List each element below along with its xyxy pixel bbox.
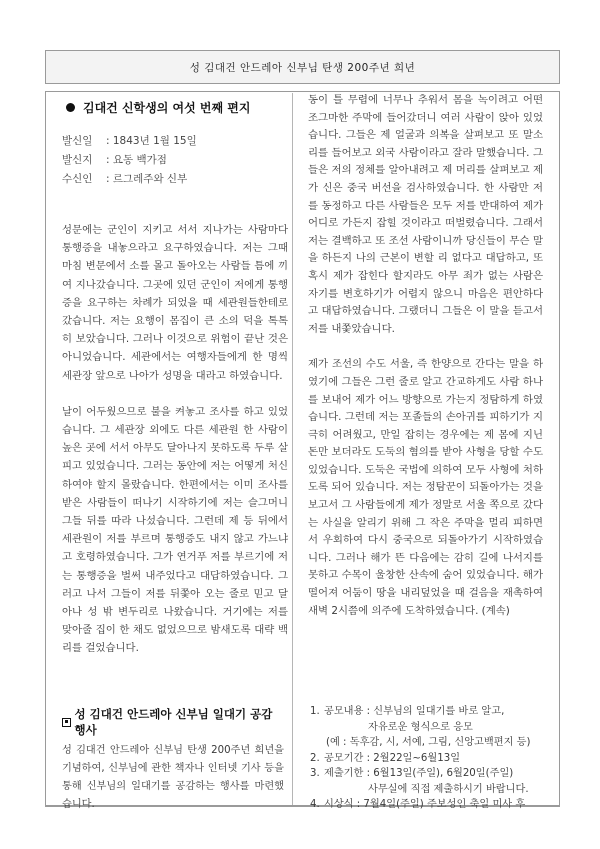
event-item-example: (예 : 독후감, 시, 서예, 그림, 신앙고백편지 등): [326, 737, 531, 748]
meta-row: [62, 151, 288, 170]
meta-row: [62, 170, 288, 189]
event-item-continuation: 자유로운 형식으로 응모: [368, 721, 473, 733]
letter-meta: [62, 132, 288, 189]
event-item-number: 3.: [310, 768, 320, 779]
event-details: [310, 704, 555, 813]
header-banner: [45, 50, 560, 84]
letter-paragraph: 제가 조선의 수도 서울, 즉 한양으로 간다는 말을 하였기에 그들은 그런 줄로 알고 간교하게도 사람 하나를 보내어 제가 어느 방향으로 가는지 정탐하게 하였습니다. 그런데 저는 포졸들의 손아귀를 피하기가 지극히 어려웠고, 만일 잡히는 경우에는 제 몸에 지닌 돈만 보더라도 도둑의 혐의를 받아 사형을 당할 수도 있었습니다. 도둑은 국법에 의하여 모두 사형에 처하도록 되어 있습니다. 저는 정탐꾼이 되돌아가는 것을 보고서 그 사람들에게 제가 정말로 서울 쪽으로 갔다는 사실을 알리기 위해 그 작은 주막을 멀리 피하면서 우회하여 다시 중국으로 되돌아가기 시작하였습니다. 그러나 해가 뜬 다음에는 감히 길에 나서지를 못하고 수목이 울창한 산속에 숨어 있었습니다. 해가 떨어져 어둠이 땅을 내리덮었을 때 걸음을 재촉하여 새벽 2시쯤에 의주에 도착하였습니다. (계속): [308, 358, 543, 617]
letter-title: [62, 96, 288, 118]
meta-label: 발신일: [62, 135, 93, 147]
letter-paragraph: 동이 틀 무렵에 너무나 추워서 몸을 녹이려고 어떤 조그마한 주막에 들어갔더니 여러 사람이 앉아 있었습니다. 그들은 제 얼굴과 의복을 살펴보고 또 말소리를 들어보고 외국 사람이라고 잘라 말했습니다. 그들은 저의 정체를 알아내려고 제 머리를 살펴보고 제가 신은 중국 버선을 검사하였습니다. 한 사람만 저를 동정하고 다른 사람들은 모두 저를 반대하여 제가 어디로 가든지 잡힐 것이라고 떠벌렸습니다. 그래서 저는 결백하고 또 조선 사람이니까 당신들이 무슨 말을 하든지 나의 근본이 변할 리 없다고 대답하고, 또 혹시 제가 잡힌다 할지라도 아무 죄가 없는 사람은 자기를 변호하기가 어렵지 않으니 마음은 편안하다고 대답하였습니다. 그랬더니 그들은 이 말을 듣고서 저를 내쫓았습니다.: [308, 94, 543, 335]
event-item-text: 제출기한 : 6월13일(주일), 6월20일(주일): [324, 768, 514, 779]
bullet-icon: [66, 103, 75, 112]
event-item-number: 4.: [310, 799, 320, 810]
event-item: [310, 766, 555, 782]
meta-label: 발신지: [62, 154, 93, 166]
meta-label: 수신인: [62, 173, 93, 185]
event-intro: [62, 706, 284, 814]
event-item-text: 시상식 : 7월4일(주일) 주보성인 축일 미사 후: [324, 799, 526, 810]
letter-left-column: [62, 96, 288, 658]
event-title: [62, 706, 284, 738]
event-item-number: 2.: [310, 752, 320, 764]
letter-paragraph: 성문에는 군인이 지키고 서서 지나가는 사람마다 통행증을 내놓으라고 요구하였습니다. 저는 그때 마침 변문에서 소를 몰고 돌아오는 사람들 틈에 끼여 지나갔습니다. 그곳에 있던 군인이 저에게 통행증을 요구하는 차례가 되었을 때 세관원들한테로 갔습니다. 저는 요행이 몸집이 큰 소의 덕을 톡톡히 보았습니다. 그러나 이것으로 위험이 끝난 것은 아니었습니다. 세관에서는 여행자들에게 한 명씩 세관장 앞으로 나아가 성명을 대라고 하였습니다.: [62, 224, 288, 382]
letter-title-text: 김대건 신학생의 여섯 번째 편지: [83, 100, 251, 115]
header-title: 성 김대건 안드레아 신부님 탄생 200주년 희년: [189, 61, 416, 74]
event-item: [310, 751, 555, 767]
event-title-text: 성 김대건 안드레아 신부님 일대기 공감 행사: [74, 707, 273, 737]
event-item-text: 공모기간 : 2월22일~6월13일: [324, 752, 461, 764]
event-item-number: 1.: [310, 706, 320, 717]
letter-paragraph: 날이 어두웠으므로 불을 켜놓고 조사를 하고 있었습니다. 그 세관장 외에도 다른 세관원 한 사람이 높은 곳에 서서 아무도 달아나지 못하도록 두루 살피고 있었습니다. 그러는 동안에 저는 어떻게 처신하여야 할지 몰랐습니다. 한편에서는 이미 조사를 받은 사람들이 떠나기 시작하기에 저는 슬그머니 그들 뒤를 따라 나섰습니다. 그런데 제 등 뒤에서 세관원이 저를 부르며 통행증도 내지 않고 가느냐고 호령하였습니다. 그가 연거푸 저를 부르기에 저는 통행증을 벌써 내주었다고 대답하였습니다. 그러고 나서 그들이 저를 뒤쫓아 오는 줄로 믿고 달아나 성 밖 변두리로 나왔습니다. 거기에는 저를 맞아줄 집이 한 채도 없었으므로 밤새도록 대략 백리를 걸었습니다.: [62, 405, 288, 655]
event-item-text: 공모내용 : 신부님의 일대기를 바로 알고,: [324, 706, 505, 717]
meta-row: [62, 132, 288, 151]
meta-value: : 1843년 1월 15일: [106, 135, 197, 147]
meta-value: : 요동 백가점: [106, 154, 167, 166]
event-item: [310, 797, 555, 813]
event-description: 성 김대건 안드레아 신부님 탄생 200주년 희년을 기념하여, 신부님에 관한 책자나 인터넷 기사 등을 통해 신부님의 일대기를 공감하는 행사를 마련했습니다.: [62, 745, 284, 810]
event-item-continuation: 사무실에 직접 제출하시기 바랍니다.: [368, 783, 529, 795]
letter-right-column: [308, 92, 543, 620]
meta-value: : 르그레주와 신부: [106, 173, 188, 185]
event-item: [310, 704, 555, 720]
square-bullet-icon: [62, 718, 71, 727]
